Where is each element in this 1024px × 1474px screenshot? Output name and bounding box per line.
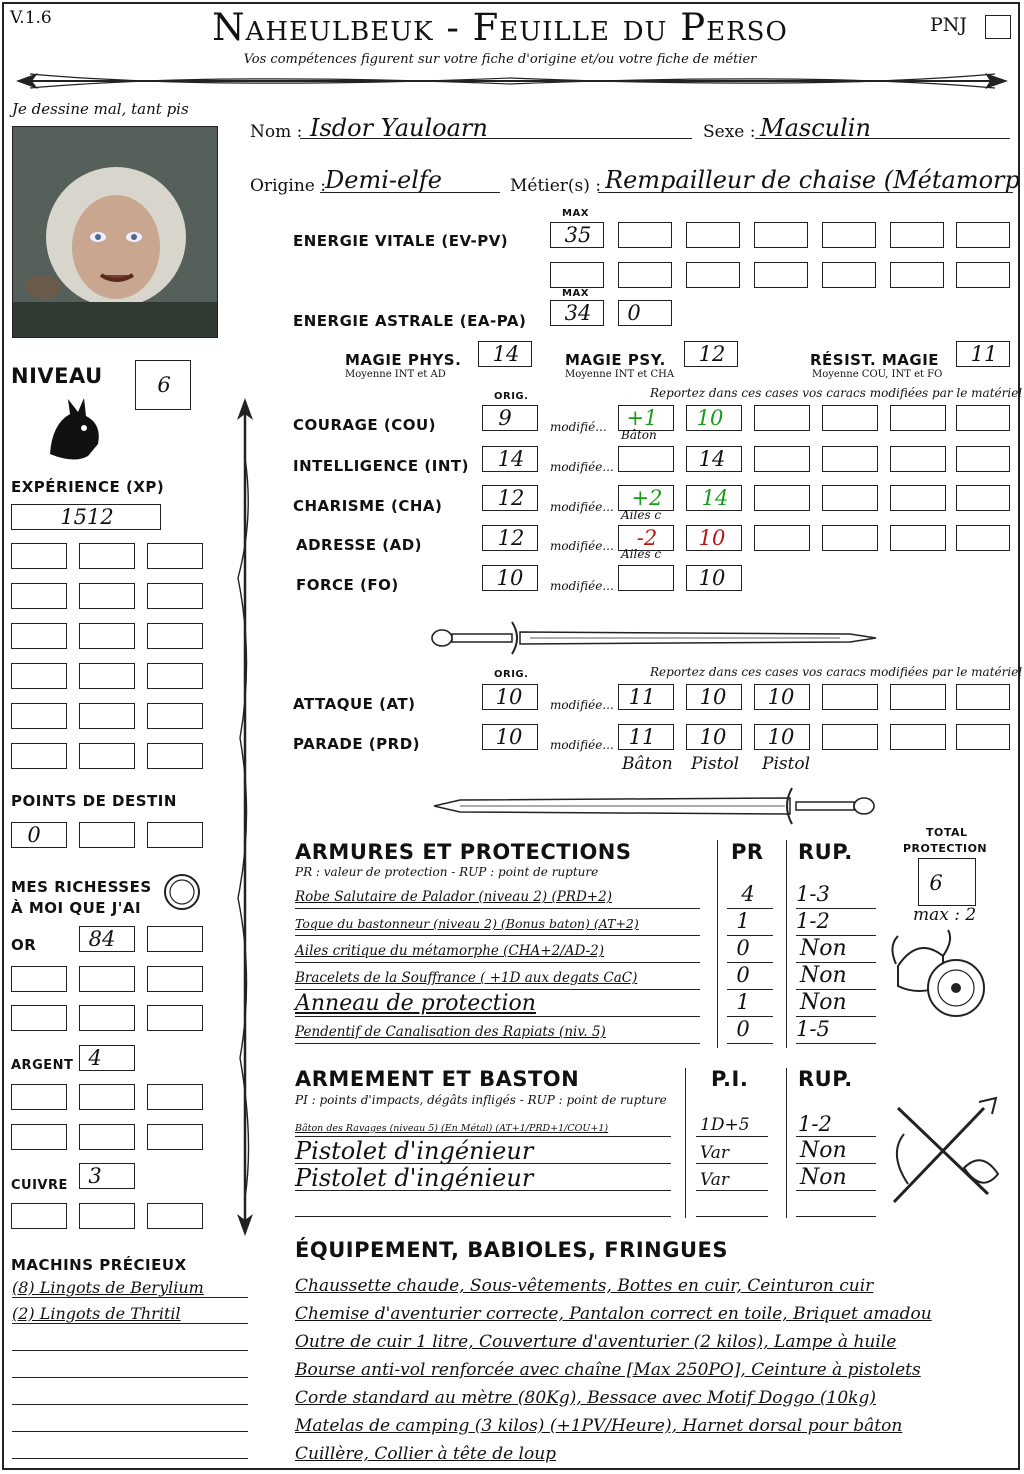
armor-item-rup[interactable]: 1-5 — [796, 1017, 830, 1041]
ea-max-label: MAX — [562, 288, 589, 299]
metier-line — [598, 192, 1013, 193]
attaque-box[interactable] — [618, 684, 674, 710]
force-orig-value: 10 — [496, 566, 524, 590]
weapon-item-pi[interactable]: Var — [700, 1170, 729, 1190]
ev-box[interactable] — [822, 222, 876, 248]
precious-line — [12, 1431, 248, 1432]
total-protection-label-2: PROTECTION — [903, 842, 988, 855]
destin-label: POINTS DE DESTIN — [11, 792, 177, 810]
weapon-item-rup[interactable]: Non — [800, 1165, 847, 1190]
weapon-line — [295, 1216, 671, 1217]
armor-item-pr[interactable]: 0 — [736, 1017, 750, 1041]
ev-box[interactable] — [550, 262, 604, 288]
force-label: FORCE (FO) — [296, 576, 399, 594]
modif-label: modifiée... — [550, 460, 614, 474]
portrait-caption: Je dessine mal, tant pis — [12, 100, 189, 118]
or-box[interactable] — [11, 1005, 67, 1031]
armor-line — [727, 989, 773, 990]
stat-box[interactable] — [956, 485, 1010, 511]
weapon-line — [696, 1216, 768, 1217]
weapon-line — [696, 1190, 768, 1191]
argent-value: 4 — [88, 1046, 102, 1070]
equipment-line[interactable]: Cuillère, Collier à tête de loup — [295, 1444, 557, 1464]
equipment-line[interactable]: Outre de cuir 1 litre, Couverture d'aventurier (2 kilos), Lampe à huile — [295, 1332, 897, 1352]
pi-header: P.I. — [711, 1067, 749, 1091]
adresse-orig-box[interactable] — [482, 525, 538, 551]
courage-orig-value: 9 — [498, 406, 512, 430]
weapons-divider — [786, 1068, 787, 1218]
attaque-box[interactable] — [956, 684, 1010, 710]
attaque-orig-value: 10 — [495, 685, 523, 709]
cuivre-box[interactable] — [11, 1203, 67, 1229]
intelligence-orig-box[interactable] — [482, 446, 538, 472]
weapon-line — [796, 1216, 876, 1217]
parade-box[interactable] — [754, 724, 810, 750]
stat-box[interactable] — [890, 525, 946, 551]
sexe-value[interactable]: Masculin — [760, 114, 871, 142]
weapon-note: Pistol — [762, 754, 811, 774]
or-box[interactable] — [147, 926, 203, 952]
staff-decoration — [232, 398, 258, 1236]
xp-box[interactable] — [79, 663, 135, 689]
resist-magie-box[interactable] — [956, 341, 1010, 367]
armor-item-rup[interactable]: 1-3 — [796, 882, 830, 906]
attaque-value: 11 — [628, 685, 656, 709]
argent-box[interactable] — [79, 1124, 135, 1150]
argent-box[interactable] — [147, 1084, 203, 1110]
xp-value: 1512 — [60, 505, 114, 529]
armures-title: ARMURES ET PROTECTIONS — [295, 840, 632, 864]
weapon-line — [696, 1163, 768, 1164]
armor-divider — [717, 840, 718, 1048]
parade-orig-box[interactable] — [482, 724, 538, 750]
total-protection-max: max : 2 — [913, 905, 977, 925]
ev-max-label: MAX — [562, 208, 589, 219]
nom-label: Nom : — [250, 122, 303, 142]
machins-precieux-label: MACHINS PRÉCIEUX — [11, 1256, 187, 1274]
parade-value: 10 — [767, 725, 795, 749]
nom-value[interactable]: Isdor Yauloarn — [310, 114, 488, 142]
sexe-label: Sexe : — [703, 122, 756, 142]
courage-final-box[interactable] — [686, 405, 742, 431]
metier-label: Métier(s) : — [510, 176, 602, 196]
modif-label: modifiée... — [550, 698, 614, 712]
ev-box[interactable] — [822, 262, 876, 288]
ea-max-value: 34 — [564, 301, 592, 325]
dragon-icon — [40, 394, 106, 464]
parade-orig-value: 10 — [495, 725, 523, 749]
armor-line — [295, 908, 700, 909]
ev-box[interactable] — [686, 222, 740, 248]
armor-line — [727, 935, 773, 936]
armor-item-rup[interactable]: Non — [800, 990, 847, 1015]
argent-box[interactable] — [79, 1084, 135, 1110]
xp-box[interactable] — [11, 743, 67, 769]
magie-psy-box[interactable] — [684, 341, 738, 367]
resist-magie-value: 11 — [970, 342, 998, 366]
xp-box[interactable] — [147, 663, 203, 689]
armor-item-pr[interactable]: 1 — [736, 990, 750, 1014]
charisme-final-value: 14 — [701, 486, 729, 510]
sheet-subtitle: Vos compétences figurent sur votre fiche d'origine et/ou votre fiche de métier — [243, 52, 757, 67]
stat-box[interactable] — [956, 525, 1010, 551]
metier-value[interactable]: Rempailleur de chaise (Métamorp — [605, 166, 1020, 194]
armor-item-pr[interactable]: 0 — [736, 936, 750, 960]
equipement-title: ÉQUIPEMENT, BABIOLES, FRINGUES — [295, 1238, 728, 1262]
total-protection-box[interactable] — [918, 858, 976, 906]
or-box[interactable] — [79, 926, 135, 952]
armor-item-name[interactable]: Bracelets de la Souffrance ( +1D aux degats CaC) — [295, 970, 638, 986]
stat-box[interactable] — [956, 405, 1010, 431]
ea-box[interactable] — [618, 300, 672, 326]
courage-orig-box[interactable] — [482, 405, 538, 431]
xp-box[interactable] — [79, 623, 135, 649]
or-box[interactable] — [147, 1005, 203, 1031]
adresse-label: ADRESSE (AD) — [296, 536, 423, 554]
xp-box[interactable] — [147, 743, 203, 769]
or-box[interactable] — [11, 966, 67, 992]
armor-item-rup[interactable]: Non — [800, 963, 847, 988]
rup-header: RUP. — [798, 840, 853, 864]
orig-label-combat: ORIG. — [494, 669, 529, 680]
equipment-line[interactable]: Corde standard au mètre (80Kg), Bessace avec Motif Doggo (10kg) — [295, 1388, 876, 1408]
niveau-value: 6 — [157, 373, 171, 397]
attaque-box[interactable] — [754, 684, 810, 710]
charisme-mod-value: +2 — [631, 486, 663, 510]
ev-box[interactable] — [754, 222, 808, 248]
modif-label: modifiée... — [550, 539, 614, 553]
or-value: 84 — [88, 927, 116, 951]
attaque-box[interactable] — [890, 684, 946, 710]
force-final-box[interactable] — [686, 565, 742, 591]
magie-psy-label: MAGIE PSY. — [565, 351, 666, 369]
armement-sub: PI : points d'impacts, dégâts infligés - RUP : point de rupture — [295, 1093, 667, 1107]
weapon-line — [796, 1136, 876, 1137]
argent-label: ARGENT — [11, 1058, 74, 1073]
weapon-note: Pistol — [691, 754, 740, 774]
adresse-orig-value: 12 — [497, 526, 525, 550]
stat-box[interactable] — [754, 446, 810, 472]
attaque-box[interactable] — [686, 684, 742, 710]
armor-item-name[interactable]: Anneau de protection — [295, 991, 536, 1016]
precious-line — [12, 1350, 248, 1351]
courage-mod-note: Bâton — [621, 428, 657, 442]
cuivre-value: 3 — [88, 1164, 102, 1188]
adresse-mod-note: Ailes c — [621, 547, 662, 561]
or-box[interactable] — [147, 966, 203, 992]
weapon-item-rup[interactable]: 1-2 — [798, 1112, 832, 1136]
armor-item-name[interactable]: Ailes critique du métamorphe (CHA+2/AD-2) — [295, 943, 604, 959]
parade-value: 11 — [628, 725, 656, 749]
cuivre-box[interactable] — [147, 1203, 203, 1229]
weapon-item-pi[interactable]: 1D+5 — [700, 1115, 750, 1135]
weapon-note: Bâton — [622, 754, 673, 774]
precious-line — [12, 1297, 248, 1298]
stat-box[interactable] — [890, 405, 946, 431]
cuivre-box[interactable] — [79, 1203, 135, 1229]
precious-line — [12, 1377, 248, 1378]
equipment-line[interactable]: Bourse anti-vol renforcée avec chaîne [Max 250PO], Ceinture à pistolets — [295, 1360, 921, 1380]
weapon-item-name[interactable]: Pistolet d'ingénieur — [295, 1137, 534, 1165]
charisme-final-box[interactable] — [686, 485, 742, 511]
stat-box[interactable] — [754, 525, 810, 551]
version-label: V.1.6 — [10, 8, 52, 28]
resist-magie-label: RÉSIST. MAGIE — [810, 351, 940, 369]
intelligence-label: INTELLIGENCE (INT) — [293, 457, 469, 475]
parade-box[interactable] — [890, 724, 946, 750]
rup-header-weapons: RUP. — [798, 1067, 853, 1091]
pr-header: PR — [731, 840, 764, 864]
armor-item-pr[interactable]: 0 — [736, 963, 750, 987]
pnj-label: PNJ — [930, 14, 968, 36]
origine-line — [320, 192, 500, 193]
stat-box[interactable] — [822, 405, 878, 431]
ev-box[interactable] — [754, 262, 808, 288]
resist-magie-sub: Moyenne COU, INT et FO — [812, 369, 943, 380]
attaque-value: 10 — [767, 685, 795, 709]
intelligence-final-box[interactable] — [686, 446, 742, 472]
orig-label: ORIG. — [494, 391, 529, 402]
attaque-value: 10 — [699, 685, 727, 709]
adresse-mod-value: -2 — [636, 526, 658, 550]
equipment-line[interactable]: Chemise d'aventurier correcte, Pantalon correct en toile, Briquet amadou — [295, 1304, 932, 1324]
or-box[interactable] — [79, 1005, 135, 1031]
cuivre-label: CUIVRE — [11, 1178, 68, 1193]
weapon-item-rup[interactable]: Non — [800, 1138, 847, 1163]
xp-box[interactable] — [11, 543, 67, 569]
xp-box[interactable] — [79, 743, 135, 769]
weapon-line — [696, 1136, 768, 1137]
armor-line — [796, 1043, 876, 1044]
stat-box[interactable] — [754, 485, 810, 511]
weapon-item-name[interactable]: Bâton des Ravages (niveau 5) (En Métal) (AT+1/PRD+1/COU+1) — [295, 1123, 609, 1134]
xp-box[interactable] — [147, 583, 203, 609]
destin-box[interactable] — [79, 822, 135, 848]
stats-note: Reportez dans ces cases vos caracs modifiées par le matériel — [650, 386, 1023, 400]
ea-label: ENERGIE ASTRALE (EA-PA) — [293, 312, 527, 330]
ea-current-value: 0 — [627, 301, 641, 325]
or-label: OR — [11, 936, 37, 954]
ev-box[interactable] — [890, 222, 944, 248]
stat-box[interactable] — [822, 446, 878, 472]
ev-max-value: 35 — [564, 223, 592, 247]
courage-label: COURAGE (COU) — [293, 416, 437, 434]
attaque-box[interactable] — [822, 684, 878, 710]
or-box[interactable] — [79, 966, 135, 992]
origine-value[interactable]: Demi-elfe — [325, 166, 442, 194]
weapon-item-name[interactable]: Pistolet d'ingénieur — [295, 1164, 534, 1192]
weapon-line — [295, 1190, 671, 1191]
weapon-line — [796, 1163, 876, 1164]
nom-line — [300, 138, 692, 139]
ea-max-box[interactable] — [550, 300, 604, 326]
parade-value: 10 — [699, 725, 727, 749]
armures-sub: PR : valeur de protection - RUP : point de rupture — [295, 865, 599, 879]
xp-box[interactable] — [11, 583, 67, 609]
sheet-title: Naheulbeuk - Feuille du Perso — [212, 6, 788, 49]
armor-line — [727, 1016, 773, 1017]
helmet-shield-icon — [888, 926, 988, 1026]
sexe-line — [755, 138, 1010, 139]
adresse-final-box[interactable] — [686, 525, 742, 551]
stat-box[interactable] — [956, 446, 1010, 472]
xp-box[interactable] — [79, 583, 135, 609]
armor-item-rup[interactable]: 1-2 — [796, 909, 830, 933]
force-mod-box[interactable] — [618, 565, 674, 591]
magie-psy-value: 12 — [698, 342, 726, 366]
richesses-label: MES RICHESSES — [11, 878, 152, 896]
charisme-orig-value: 12 — [497, 486, 525, 510]
niveau-box[interactable] — [135, 360, 191, 410]
weapon-line — [796, 1190, 876, 1191]
richesses-label-2: À MOI QUE J'AI — [11, 899, 142, 917]
stat-box[interactable] — [822, 525, 878, 551]
armor-item-pr[interactable]: 4 — [741, 882, 755, 906]
intelligence-mod-box[interactable] — [618, 446, 674, 472]
pnj-checkbox[interactable] — [985, 15, 1011, 39]
adresse-final-value: 10 — [698, 526, 726, 550]
equipment-line[interactable]: Matelas de camping (3 kilos) (+1PV/Heure), Harnet dorsal pour bâton — [295, 1416, 903, 1436]
attaque-label: ATTAQUE (AT) — [293, 695, 416, 713]
ev-box[interactable] — [890, 262, 944, 288]
charisme-mod-note: Ailes c — [621, 508, 662, 522]
niveau-label: NIVEAU — [11, 364, 103, 388]
armor-line — [295, 989, 700, 990]
xp-box[interactable] — [147, 623, 203, 649]
ev-box[interactable] — [956, 262, 1010, 288]
stat-box[interactable] — [890, 485, 946, 511]
armor-line — [727, 962, 773, 963]
argent-box[interactable] — [79, 1045, 135, 1071]
parade-box[interactable] — [686, 724, 742, 750]
modif-label: modifiée... — [550, 500, 614, 514]
ev-label: ENERGIE VITALE (EV-PV) — [293, 232, 509, 250]
armor-divider — [786, 840, 787, 1048]
total-protection-label: TOTAL — [926, 826, 968, 839]
xp-box[interactable] — [79, 703, 135, 729]
magie-psy-sub: Moyenne INT et CHA — [565, 369, 675, 380]
sword-decoration — [430, 616, 880, 660]
precious-line — [12, 1458, 248, 1459]
parade-box[interactable] — [822, 724, 878, 750]
equipment-line[interactable]: Chaussette chaude, Sous-vêtements, Bottes en cuir, Ceinturon cuir — [295, 1276, 874, 1296]
character-portrait — [12, 126, 218, 338]
weapons-divider — [685, 1068, 686, 1218]
total-protection-value: 6 — [929, 871, 943, 895]
intelligence-orig-value: 14 — [497, 447, 525, 471]
armor-item-name[interactable]: Toque du bastonneur (niveau 2) (Bonus baton) (AT+2) — [295, 916, 639, 931]
coin-icon — [162, 872, 202, 912]
armor-item-rup[interactable]: Non — [800, 936, 847, 961]
precious-item[interactable]: (8) Lingots de Berylium — [12, 1278, 204, 1297]
armor-item-name[interactable]: Pendentif de Canalisation des Rapiats (niv. 5) — [295, 1024, 606, 1040]
intelligence-final-value: 14 — [698, 447, 726, 471]
charisme-label: CHARISME (CHA) — [293, 497, 443, 515]
xp-box[interactable] — [147, 543, 203, 569]
magie-phys-sub: Moyenne INT et AD — [345, 369, 446, 380]
stat-box[interactable] — [822, 485, 878, 511]
ev-box[interactable] — [956, 222, 1010, 248]
argent-box[interactable] — [11, 1084, 67, 1110]
weapon-item-pi[interactable]: Var — [700, 1143, 729, 1163]
magie-phys-value: 14 — [492, 342, 520, 366]
precious-item[interactable]: (2) Lingots de Thritil — [12, 1304, 181, 1323]
courage-final-value: 10 — [696, 406, 724, 430]
parade-label: PARADE (PRD) — [293, 735, 421, 753]
origine-label: Origine : — [250, 176, 326, 196]
ev-box[interactable] — [618, 262, 672, 288]
magie-phys-label: MAGIE PHYS. — [345, 351, 462, 369]
force-orig-box[interactable] — [482, 565, 538, 591]
argent-box[interactable] — [147, 1124, 203, 1150]
destin-box[interactable] — [147, 822, 203, 848]
arrow-divider — [10, 66, 1014, 96]
stat-box[interactable] — [890, 446, 946, 472]
armor-item-name[interactable]: Robe Salutaire de Palador (niveau 2) (PRD+2) — [295, 889, 612, 905]
xp-box[interactable] — [79, 543, 135, 569]
parade-box[interactable] — [618, 724, 674, 750]
armor-line — [295, 1016, 700, 1017]
modif-label: modifiée... — [550, 579, 614, 593]
argent-box[interactable] — [11, 1124, 67, 1150]
ev-max-box[interactable] — [550, 222, 604, 248]
precious-line — [12, 1404, 248, 1405]
modif-label: modifiée... — [550, 738, 614, 752]
parade-box[interactable] — [956, 724, 1010, 750]
xp-box[interactable] — [147, 703, 203, 729]
armor-line — [727, 1043, 773, 1044]
modif-label: modifié... — [550, 420, 607, 434]
ev-box[interactable] — [686, 262, 740, 288]
cuivre-box[interactable] — [79, 1163, 135, 1189]
armor-line — [295, 962, 700, 963]
xp-box[interactable] — [11, 504, 161, 530]
armor-item-pr[interactable]: 1 — [736, 909, 750, 933]
charisme-orig-box[interactable] — [482, 485, 538, 511]
stat-box[interactable] — [754, 405, 810, 431]
magie-phys-box[interactable] — [478, 341, 532, 367]
armor-line — [295, 1043, 700, 1044]
destin-value: 0 — [27, 823, 41, 847]
ev-box[interactable] — [618, 222, 672, 248]
attaque-orig-box[interactable] — [482, 684, 538, 710]
xp-box[interactable] — [11, 623, 67, 649]
sword-decoration — [430, 784, 880, 828]
xp-box[interactable] — [11, 703, 67, 729]
crossed-weapons-icon — [884, 1094, 1008, 1212]
armement-title: ARMEMENT ET BASTON — [295, 1067, 580, 1091]
armor-line — [295, 935, 700, 936]
combat-note: Reportez dans ces cases vos caracs modifiées par le matériel — [650, 665, 1023, 679]
courage-mod-value: +1 — [626, 406, 658, 430]
destin-box[interactable] — [11, 822, 67, 848]
force-final-value: 10 — [698, 566, 726, 590]
armor-line — [727, 908, 773, 909]
xp-label: EXPÉRIENCE (XP) — [11, 478, 165, 496]
precious-line — [12, 1323, 248, 1324]
xp-box[interactable] — [11, 663, 67, 689]
